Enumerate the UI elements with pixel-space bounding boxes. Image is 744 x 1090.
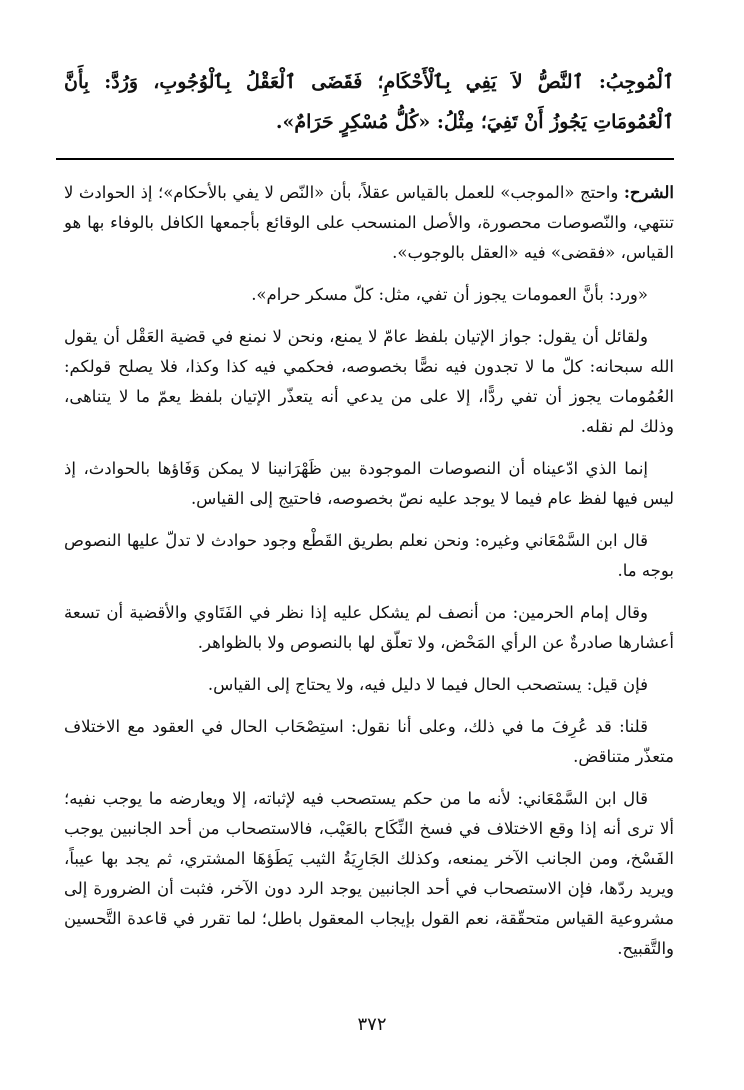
separator-rule bbox=[56, 158, 674, 160]
sharh-paragraph-5: قال ابن السَّمْعَاني وغيره: ونحن نعلم بطريق القَطْع وجود حوادث لا تدلّ عليها النصوص بوجه ما. bbox=[64, 531, 674, 580]
page-number: ٣٧٢ bbox=[357, 1014, 387, 1035]
sharh-paragraph-2: «ورد: بأنَّ العمومات يجوز أن تفي، مثل: كلّ مسكر حرام». bbox=[251, 285, 648, 304]
sharh-label: الشرح: bbox=[623, 183, 674, 202]
matn-text: ٱلْمُوجِبُ: ٱلنَّصُّ لاَ يَفِي بِٱلْأَحْكَامِ؛ فَقَضَى ٱلْعَقْلُ بِٱلْوُجُوبِ، وَرُدَّ: بِأَنَّ ٱلْعُمُومَاتِ يَجُوزُ أَنْ تَفِيَ؛ مِثْلُ: «كُلُّ مُسْكِرٍ حَرَامٌ». bbox=[64, 71, 674, 133]
sharh-paragraph-6: وقال إمام الحرمين: من أنصف لم يشكل عليه إذا نظر في الفَتَاوي والأقضية أن تسعة أعشارها صادرةٌ عن الرأي المَحْض، ولا تعلّق لها بالنصوص ولا بالظواهر. bbox=[64, 603, 674, 652]
sharh-paragraph-9: قال ابن السَّمْعَاني: لأنه ما من حكم يستصحب فيه لإثباته، إلا ويعارضه ما يوجب نفيه؛ ألا ترى أنه إذا وقع الاختلاف في فسخ النِّكَاح بالعَيْب، فالاستصحاب من أحد الجانبين يوجب الفَسْخ، ومن الجانب الآخر يمنعه، وكذلك الجَارِيَةُ الثيب يَطَؤهَا المشتري، ثم يجد بها عيباً، ويريد ردّها، فإن الاستصحاب في أحد الجانبين يوجد الرد دون الآخر، فثبت أن الضرورة إلى مشروعية القياس متحقّقة، نعم القول بإيجاب المعقول باطل؛ لما تقرر في قاعدة التَّحسين والتَّقبيح. bbox=[64, 789, 674, 958]
sharh-paragraph-1 bbox=[64, 178, 674, 268]
sharh-p1-text: واحتج «الموجب» للعمل بالقياس عقلاً، بأن «النّص لا يفي بالأحكام»؛ إذ الحوادث لا تنتهي، والنّصوصات محصورة، والأصل المنسحب على الوقائع بأجمعها الكافل بالوفاء بها هو القياس، «فقضى» فيه «العقل بالوجوب». bbox=[64, 183, 674, 262]
sharh-paragraph-4: إنما الذي ادّعيناه أن النصوصات الموجودة بين ظَهْرَانينا لا يمكن وَفَاؤها بالحوادث، إذ ليس فيها لفظ عام فيما لا يوجد عليه نصّ بخصوصه، فاحتيج إلى القياس. bbox=[64, 459, 674, 508]
sharh-paragraph-7: فإن قيل: يستصحب الحال فيما لا دليل فيه، ولا يحتاج إلى القياس. bbox=[207, 675, 648, 694]
sharh-paragraph-8: قلنا: قد عُرِفَ ما في ذلك، وعلى أنا نقول: استِصْحَاب الحال في العقود مع الاختلاف متعذّر متناقض. bbox=[64, 717, 674, 766]
sharh-paragraph-3: ولقائل أن يقول: جواز الإتيان بلفظ عامّ لا يمنع، ونحن لا نمنع في قضية العَقْل أن يقول الله سبحانه: كلّ ما لا تجدون فيه نصًّا بخصوصه، فحكمي فيه كذا وكذا، فلا يصلح قولكم: العُمُومات يجوز أن تفي ردًّا، إلا على من يدعي أنه يتعذّر الإتيان بلفظ يعمّ ما لا يتناهى، وذلك لم نقله. bbox=[64, 327, 674, 436]
